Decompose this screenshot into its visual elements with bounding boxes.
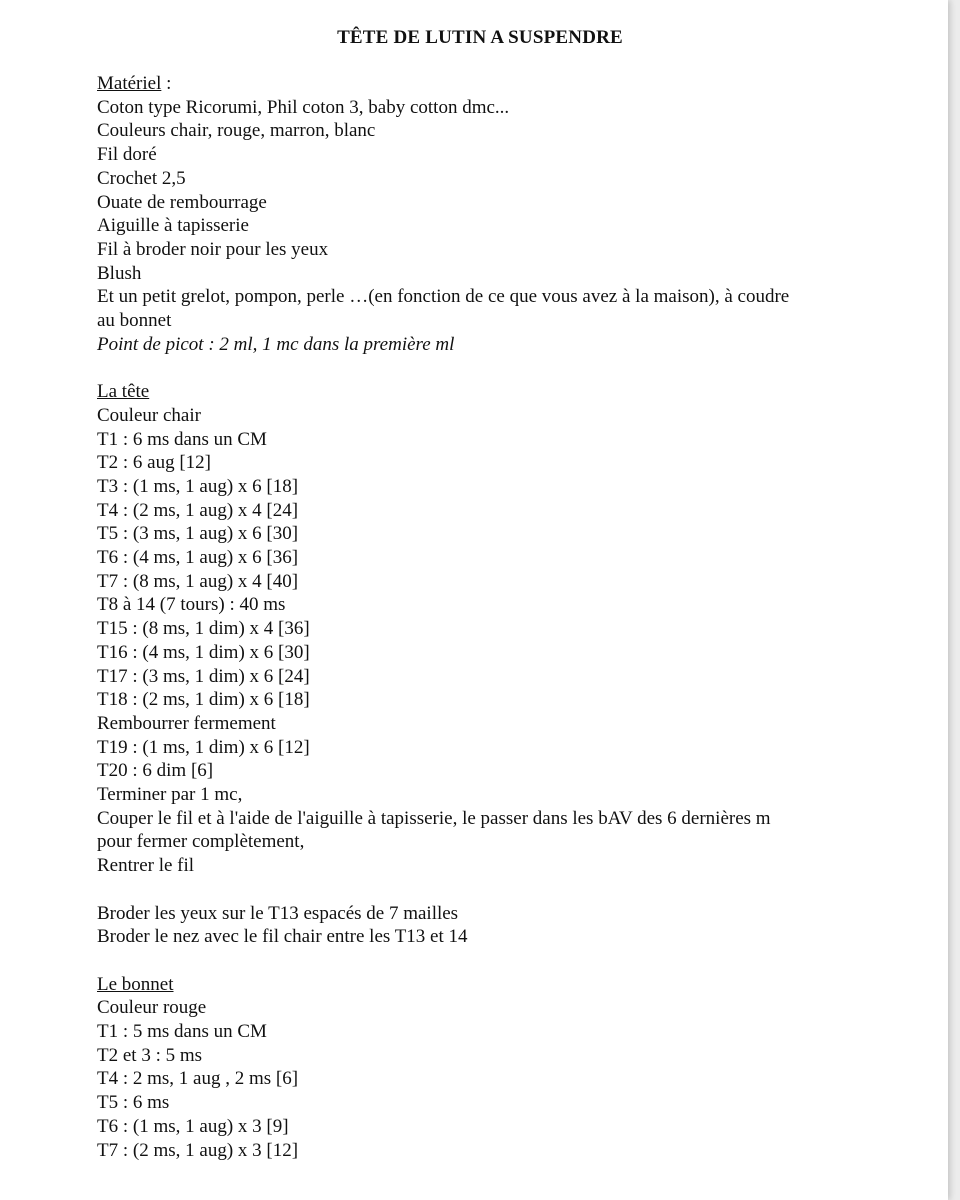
- picot-note: Point de picot : 2 ml, 1 mc dans la première ml: [97, 333, 455, 355]
- materiel-heading: Matériel: [97, 73, 162, 94]
- materiel-item: au bonnet: [97, 310, 172, 332]
- tete-heading: La tête: [97, 381, 150, 403]
- tete-step: T18 : (2 ms, 1 dim) x 6 [18]: [97, 689, 310, 711]
- spacer: [97, 949, 887, 973]
- tete-step: T19 : (1 ms, 1 dim) x 6 [12]: [97, 736, 310, 758]
- materiel-item: Ouate de rembourrage: [97, 191, 267, 213]
- tete-step: Couper le fil et à l'aide de l'aiguille à tapisserie, le passer dans les bAV des 6 dernières m: [97, 807, 771, 829]
- bonnet-step: T1 : 5 ms dans un CM: [97, 1021, 267, 1043]
- broder-section: [97, 902, 887, 949]
- tete-step: T4 : (2 ms, 1 aug) x 4 [24]: [97, 499, 299, 521]
- tete-step: Terminer par 1 mc,: [97, 784, 243, 806]
- tete-step: T20 : 6 dim [6]: [97, 760, 214, 782]
- tete-step: T6 : (4 ms, 1 aug) x 6 [36]: [97, 547, 299, 569]
- materiel-section: [97, 72, 887, 356]
- tete-step: T17 : (3 ms, 1 dim) x 6 [24]: [97, 665, 310, 687]
- spacer: [97, 878, 887, 902]
- materiel-item: Coton type Ricorumi, Phil coton 3, baby cotton dmc...: [97, 96, 510, 118]
- materiel-item: Fil doré: [97, 144, 157, 166]
- bonnet-step: T6 : (1 ms, 1 aug) x 3 [9]: [97, 1115, 289, 1137]
- spacer: [97, 356, 887, 380]
- bonnet-step: T5 : 6 ms: [97, 1092, 170, 1114]
- bonnet-step: T4 : 2 ms, 1 aug , 2 ms [6]: [97, 1068, 299, 1090]
- tete-section: [97, 380, 887, 878]
- bonnet-step: Couleur rouge: [97, 997, 207, 1019]
- document-body: [97, 72, 887, 1162]
- materiel-item: Crochet 2,5: [97, 167, 186, 189]
- tete-step: T2 : 6 aug [12]: [97, 452, 211, 474]
- materiel-item: Blush: [97, 262, 142, 284]
- materiel-item: Couleurs chair, rouge, marron, blanc: [97, 120, 376, 142]
- materiel-item: Fil à broder noir pour les yeux: [97, 238, 329, 260]
- broder-step: Broder le nez avec le fil chair entre les T13 et 14: [97, 926, 468, 948]
- bonnet-section: [97, 973, 887, 1163]
- tete-step: T15 : (8 ms, 1 dim) x 4 [36]: [97, 618, 310, 640]
- document-title: TÊTE DE LUTIN A SUSPENDRE: [337, 27, 623, 48]
- tete-step: T3 : (1 ms, 1 aug) x 6 [18]: [97, 475, 299, 497]
- bonnet-heading: Le bonnet: [97, 973, 174, 995]
- bonnet-step: T2 et 3 : 5 ms: [97, 1044, 203, 1066]
- tete-step: T1 : 6 ms dans un CM: [97, 428, 267, 450]
- broder-step: Broder les yeux sur le T13 espacés de 7 mailles: [97, 902, 459, 924]
- materiel-item: Aiguille à tapisserie: [97, 215, 249, 237]
- materiel-heading-suffix: :: [161, 73, 172, 94]
- tete-step: Couleur chair: [97, 404, 201, 426]
- materiel-item: Et un petit grelot, pompon, perle …(en fonction de ce que vous avez à la maison), à coudre: [97, 286, 790, 308]
- materiel-heading-line: [97, 72, 887, 96]
- tete-step: T5 : (3 ms, 1 aug) x 6 [30]: [97, 523, 299, 545]
- tete-step: Rentrer le fil: [97, 855, 195, 877]
- tete-step: T7 : (8 ms, 1 aug) x 4 [40]: [97, 570, 299, 592]
- bonnet-step: T7 : (2 ms, 1 aug) x 3 [12]: [97, 1139, 299, 1161]
- tete-step: Rembourrer fermement: [97, 712, 276, 734]
- tete-step: pour fermer complètement,: [97, 831, 305, 853]
- tete-step: T8 à 14 (7 tours) : 40 ms: [97, 594, 286, 616]
- tete-step: T16 : (4 ms, 1 dim) x 6 [30]: [97, 641, 310, 663]
